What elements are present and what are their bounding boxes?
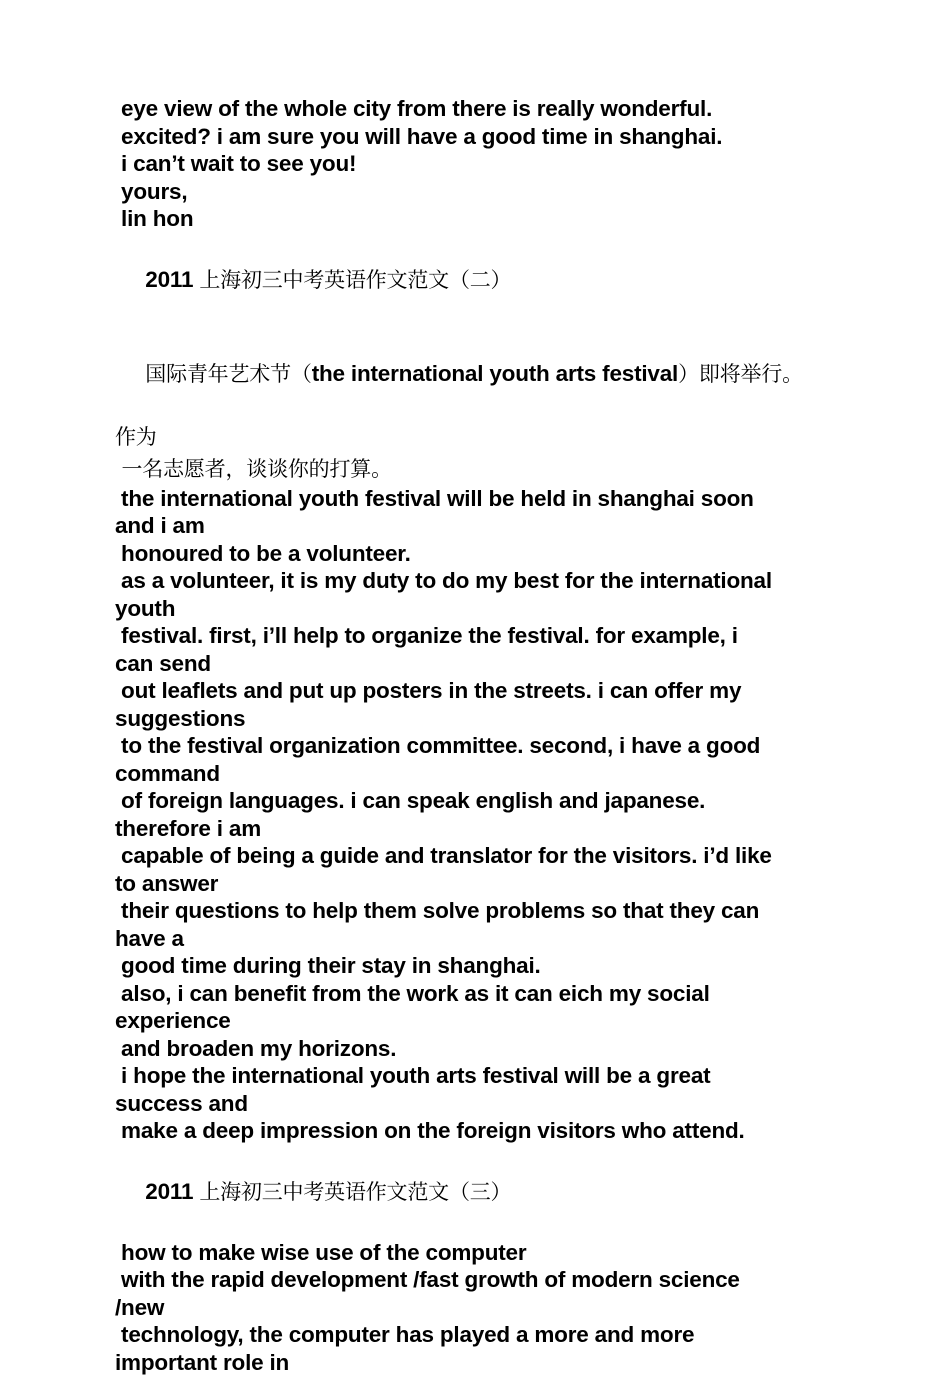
heading-year: 2011	[139, 1179, 199, 1204]
text-line: experience	[115, 1007, 855, 1035]
text-line: youth	[115, 595, 855, 623]
text-line: honoured to be a volunteer.	[115, 540, 855, 568]
text-line: to the festival organization committee. second, i have a good	[115, 732, 855, 760]
text-line: can send	[115, 650, 855, 678]
text-line: command	[115, 760, 855, 788]
prompt-cjk-a: 国际青年艺术节（	[145, 362, 311, 386]
text-line: how to make wise use of the computer	[115, 1239, 855, 1267]
text-line: excited? i am sure you will have a good time in shanghai.	[115, 123, 855, 151]
text-line: lin hon	[115, 205, 855, 233]
text-line: suggestions	[115, 705, 855, 733]
prompt-line	[115, 327, 855, 421]
text-line: to answer	[115, 870, 855, 898]
text-line: their questions to help them solve problems so that they can	[115, 897, 855, 925]
prompt-cjk: 一名志愿者，谈谈你的打算。	[115, 457, 392, 481]
prompt-line	[115, 453, 855, 485]
text-line: yours,	[115, 178, 855, 206]
text-line: eye view of the whole city from there is really wonderful.	[115, 95, 855, 123]
text-line: capable of being a guide and translator for the visitors. i’d like	[115, 842, 855, 870]
text-line: make a deep impression on the foreign visitors who attend.	[115, 1117, 855, 1145]
text-line: technology, the computer has played a more and more	[115, 1321, 855, 1349]
heading-title: 上海初三中考英语作文范文（三）	[199, 1180, 511, 1204]
text-line: success and	[115, 1090, 855, 1118]
text-line: as a volunteer, it is my duty to do my best for the international	[115, 567, 855, 595]
prompt-line	[115, 421, 855, 453]
section-heading-2	[115, 233, 855, 327]
text-line: also, i can benefit from the work as it can eich my social	[115, 980, 855, 1008]
prompt-cjk: 作为	[115, 425, 157, 449]
document-page	[115, 95, 855, 1376]
text-line: festival. first, i’ll help to organize the festival. for example, i	[115, 622, 855, 650]
text-line: with the rapid development /fast growth of modern science	[115, 1266, 855, 1294]
text-line: important role in	[115, 1349, 855, 1376]
text-line: of foreign languages. i can speak english and japanese.	[115, 787, 855, 815]
text-line: good time during their stay in shanghai.	[115, 952, 855, 980]
text-line: i can’t wait to see you!	[115, 150, 855, 178]
section-heading-3	[115, 1145, 855, 1239]
text-line: therefore i am	[115, 815, 855, 843]
prompt-cjk-b: ）即将举行。	[678, 362, 803, 386]
heading-title: 上海初三中考英语作文范文（二）	[199, 268, 511, 292]
heading-year: 2011	[139, 267, 199, 292]
text-line: and broaden my horizons.	[115, 1035, 855, 1063]
text-line: have a	[115, 925, 855, 953]
text-line: /new	[115, 1294, 855, 1322]
prompt-english: the international youth arts festival	[312, 361, 678, 386]
text-line: out leaflets and put up posters in the streets. i can offer my	[115, 677, 855, 705]
text-line: i hope the international youth arts festival will be a great	[115, 1062, 855, 1090]
text-line: the international youth festival will be held in shanghai soon	[115, 485, 855, 513]
text-line: and i am	[115, 512, 855, 540]
